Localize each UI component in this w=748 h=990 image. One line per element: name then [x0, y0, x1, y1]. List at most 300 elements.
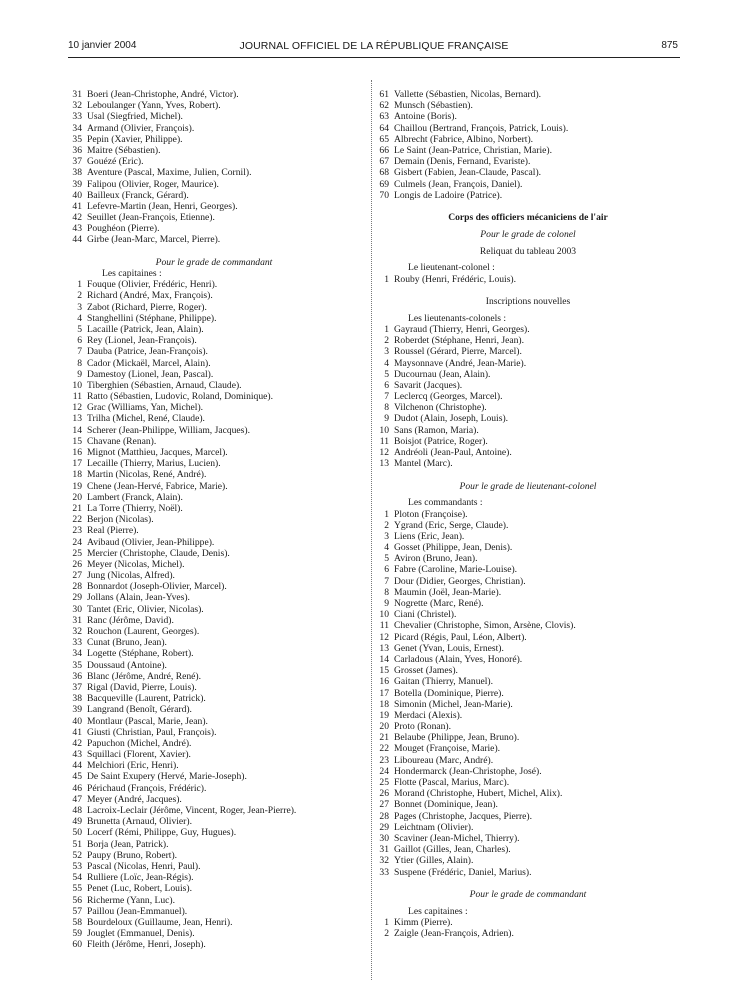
item-number: 25 — [72, 547, 82, 559]
list-item — [68, 872, 360, 883]
officer-name: Lecaille (Thierry, Marius, Lucien). — [87, 458, 221, 470]
officer-name: Longis de Ladoire (Patrice). — [394, 189, 503, 201]
item-number: 30 — [379, 832, 389, 844]
officer-name: Zabot (Richard, Pierre, Roger). — [87, 301, 207, 313]
list-item — [68, 928, 360, 939]
item-number: 34 — [72, 122, 82, 134]
item-number: 60 — [72, 939, 82, 951]
officer-name: Real (Pierre). — [87, 525, 139, 537]
list-item — [68, 738, 360, 749]
list-item — [375, 833, 681, 844]
item-number: 7 — [77, 346, 82, 358]
list-item — [68, 313, 360, 324]
list-item — [68, 167, 360, 178]
officer-name: Picard (Régis, Paul, Léon, Albert). — [394, 631, 527, 643]
officer-name: Munsch (Sébastien). — [394, 100, 473, 112]
officer-name: Lambert (Franck, Alain). — [87, 491, 183, 503]
list-item — [68, 592, 360, 603]
list-item — [375, 458, 681, 469]
officer-name: Liboureau (Marc, André). — [394, 754, 494, 766]
officer-name: Damestoy (Lionel, Jean, Pascal). — [87, 368, 214, 380]
header-title: JOURNAL OFFICIEL DE LA RÉPUBLIQUE FRANÇAISE — [239, 40, 509, 52]
item-number: 37 — [72, 681, 82, 693]
list-item — [68, 369, 360, 380]
item-number: 36 — [72, 670, 82, 682]
officer-name: Fabre (Caroline, Marie-Louise). — [394, 564, 518, 576]
list-item — [375, 811, 681, 822]
officer-name: Grosset (James). — [394, 665, 458, 677]
officer-list — [375, 917, 681, 939]
list-item — [68, 358, 360, 369]
officer-name: Merdaci (Alexis). — [394, 709, 463, 721]
item-number: 42 — [72, 737, 82, 749]
item-number: 11 — [379, 435, 389, 447]
list-item — [68, 850, 360, 861]
page-header — [0, 40, 748, 54]
item-number: 22 — [72, 514, 82, 526]
item-number: 18 — [72, 469, 82, 481]
list-item — [375, 145, 681, 156]
item-number: 63 — [379, 111, 389, 123]
list-item — [68, 134, 360, 145]
item-number: 24 — [379, 765, 389, 777]
officer-name: Logette (Stéphane, Robert). — [87, 648, 194, 660]
list-item — [68, 883, 360, 894]
officer-name: Squillaci (Florent, Xavier). — [87, 749, 191, 761]
item-number: 9 — [77, 368, 82, 380]
item-number: 1 — [77, 279, 82, 291]
item-number: 48 — [72, 805, 82, 816]
item-number: 21 — [379, 732, 389, 744]
list-item — [68, 223, 360, 234]
officer-name: Richard (André, Max, François). — [87, 290, 213, 302]
item-number: 33 — [379, 866, 389, 878]
list-item — [68, 234, 360, 245]
list-item — [375, 598, 681, 609]
officer-name: Falipou (Olivier, Roger, Maurice). — [87, 178, 219, 190]
officer-name: Chavane (Renan). — [87, 435, 157, 447]
section-title: Pour le grade de colonel — [480, 228, 576, 240]
list-item — [68, 660, 360, 671]
list-item — [375, 520, 681, 531]
list-item — [68, 559, 360, 570]
item-number: 39 — [72, 178, 82, 190]
item-number: 44 — [72, 234, 82, 246]
officer-name: Lacaille (Patrick, Jean, Alain). — [87, 323, 204, 335]
officer-name: Bailleux (Franck, Gérard). — [87, 189, 189, 201]
item-number: 7 — [384, 575, 389, 587]
list-item — [375, 436, 681, 447]
list-item — [68, 827, 360, 838]
list-item — [68, 145, 360, 156]
list-item — [68, 749, 360, 760]
officer-name: Lefevre-Martin (Jean, Henri, Georges). — [87, 200, 238, 212]
item-number: 62 — [379, 100, 389, 112]
item-number: 29 — [379, 821, 389, 833]
list-item — [375, 867, 681, 878]
officer-name: Flotte (Pascal, Marius, Marc). — [394, 777, 510, 789]
list-item — [375, 755, 681, 766]
item-number: 68 — [379, 167, 389, 179]
item-number: 39 — [72, 704, 82, 716]
officer-name: Ducournau (Jean, Alain). — [394, 368, 491, 380]
rank-label: Les lieutenants-colonels : — [408, 312, 507, 324]
item-number: 10 — [379, 609, 389, 621]
officer-name: Gisbert (Fabien, Jean-Claude, Pascal). — [394, 167, 542, 179]
item-number: 14 — [72, 424, 82, 436]
officer-name: Tiberghien (Sébastien, Arnaud, Claude). — [87, 379, 242, 391]
officer-name: Martin (Nicolas, René, André). — [87, 469, 207, 481]
list-item — [68, 100, 360, 111]
list-item — [68, 895, 360, 906]
item-number: 3 — [77, 301, 82, 313]
left-column — [68, 89, 360, 950]
item-number: 19 — [72, 480, 82, 492]
list-item — [68, 760, 360, 771]
list-item — [375, 743, 681, 754]
list-item — [68, 794, 360, 805]
officer-name: Boeri (Jean-Christophe, André, Victor). — [87, 89, 239, 100]
rank-label: Les commandants : — [408, 497, 483, 509]
list-item — [375, 156, 681, 167]
rank-label: Le lieutenant-colonel : — [408, 262, 495, 274]
officer-name: Savarit (Jacques). — [394, 379, 463, 391]
item-number: 28 — [379, 810, 389, 822]
list-item — [375, 274, 681, 285]
officer-name: Girbe (Jean-Marc, Marcel, Pierre). — [87, 234, 221, 246]
column-divider — [371, 80, 372, 980]
list-item — [375, 324, 681, 335]
item-number: 50 — [72, 827, 82, 839]
officer-name: Cador (Mickaël, Marcel, Alain). — [87, 357, 211, 369]
rank-label: Les capitaines : — [408, 905, 468, 917]
officer-name: Lacroix-Leclair (Jérôme, Vincent, Roger, Jean-Pierre). — [87, 805, 297, 816]
item-number: 38 — [72, 167, 82, 179]
officer-name: Giusti (Christian, Paul, François). — [87, 726, 217, 738]
list-item — [68, 503, 360, 514]
item-number: 28 — [72, 581, 82, 593]
list-item — [68, 537, 360, 548]
officer-name: Jouglet (Emmanuel, Denis). — [87, 928, 195, 940]
officer-name: Rouby (Henri, Frédéric, Louis). — [394, 273, 517, 285]
officer-name: Armand (Olivier, François). — [87, 122, 195, 134]
list-item — [68, 89, 360, 100]
item-number: 5 — [77, 323, 82, 335]
item-number: 4 — [77, 312, 82, 324]
officer-name: Leichtnam (Olivier). — [394, 821, 474, 833]
item-number: 4 — [384, 542, 389, 554]
list-item — [68, 637, 360, 648]
list-item — [68, 525, 360, 536]
item-number: 35 — [72, 133, 82, 145]
officer-name: Ploton (Françoise). — [394, 508, 468, 520]
officer-name: Andréoli (Jean-Paul, Antoine). — [394, 447, 512, 458]
list-item — [68, 727, 360, 738]
item-number: 15 — [72, 435, 82, 447]
item-number: 20 — [379, 721, 389, 733]
officer-name: Aventure (Pascal, Maxime, Julien, Cornil). — [87, 167, 252, 179]
list-item — [68, 570, 360, 581]
list-item — [68, 917, 360, 928]
list-item — [375, 643, 681, 654]
officer-name: Pages (Christophe, Jacques, Pierre). — [394, 810, 533, 822]
officer-name: Bacqueville (Laurent, Patrick). — [87, 693, 206, 705]
officer-name: Paupy (Bruno, Robert). — [87, 849, 178, 861]
list-item — [68, 335, 360, 346]
list-item — [68, 436, 360, 447]
list-item — [375, 799, 681, 810]
item-number: 66 — [379, 144, 389, 156]
list-item — [375, 632, 681, 643]
item-number: 30 — [72, 603, 82, 615]
item-number: 10 — [379, 424, 389, 436]
list-item — [375, 179, 681, 190]
list-item — [68, 716, 360, 727]
item-number: 1 — [384, 916, 389, 928]
header-date: 10 janvier 2004 — [68, 40, 137, 51]
corps-title: Corps des officiers mécaniciens de l'air — [448, 212, 608, 224]
list-item — [375, 346, 681, 357]
item-number: 13 — [72, 413, 82, 425]
item-number: 38 — [72, 693, 82, 705]
item-number: 24 — [72, 536, 82, 548]
officer-name: Stanghellini (Stéphane, Philippe). — [87, 312, 217, 324]
officer-name: Roussel (Gérard, Pierre, Marcel). — [394, 346, 522, 358]
list-item — [68, 425, 360, 436]
item-number: 44 — [72, 760, 82, 772]
officer-name: Aviron (Bruno, Jean). — [394, 553, 478, 565]
list-item — [375, 654, 681, 665]
item-number: 57 — [72, 905, 82, 917]
item-number: 17 — [379, 687, 389, 699]
list-item — [68, 861, 360, 872]
officer-name: Chevalier (Christophe, Simon, Arsène, Clovis). — [394, 620, 576, 632]
officer-name: Rigal (David, Pierre, Louis). — [87, 681, 197, 693]
officer-name: Mignot (Matthieu, Jacques, Marcel). — [87, 447, 228, 458]
officer-name: Maitre (Sébastien). — [87, 144, 161, 156]
officer-name: Penet (Luc, Robert, Louis). — [87, 883, 192, 895]
officer-name: Pepin (Xavier, Philippe). — [87, 133, 183, 145]
officer-name: Gaillot (Gilles, Jean, Charles). — [394, 844, 511, 856]
item-number: 32 — [72, 626, 82, 637]
list-item — [68, 413, 360, 424]
officer-name: Doussaud (Antoine). — [87, 659, 167, 671]
item-number: 59 — [72, 928, 82, 940]
list-item — [68, 671, 360, 682]
officer-name: Ciani (Christel). — [394, 609, 457, 621]
item-number: 11 — [72, 391, 82, 403]
list-item — [68, 201, 360, 212]
list-item — [68, 492, 360, 503]
officer-name: Périchaud (François, Frédéric). — [87, 782, 207, 794]
officer-name: Pascal (Nicolas, Henri, Paul). — [87, 860, 201, 872]
officer-name: Cunat (Bruno, Jean). — [87, 637, 167, 649]
list-item — [68, 604, 360, 615]
officer-name: Culmels (Jean, François, Daniel). — [394, 178, 523, 190]
list-item — [375, 402, 681, 413]
item-number: 33 — [72, 637, 82, 649]
item-number: 12 — [379, 447, 389, 458]
item-number: 12 — [72, 402, 82, 414]
item-number: 18 — [379, 698, 389, 710]
officer-name: Bourdeloux (Guillaume, Jean, Henri). — [87, 916, 233, 928]
item-number: 8 — [384, 586, 389, 598]
officer-name: Bonnardot (Joseph-Olivier, Marcel). — [87, 581, 227, 593]
item-number: 25 — [379, 777, 389, 789]
list-item — [68, 190, 360, 201]
item-number: 6 — [384, 564, 389, 576]
list-item — [375, 721, 681, 732]
list-item — [68, 548, 360, 559]
item-number: 14 — [379, 653, 389, 665]
item-number: 67 — [379, 156, 389, 168]
list-item — [375, 688, 681, 699]
officer-name: Mercier (Christophe, Claude, Denis). — [87, 547, 230, 559]
list-item — [68, 771, 360, 782]
officer-name: Blanc (Jérôme, André, René). — [87, 670, 202, 682]
officer-name: Usal (Siegfried, Michel). — [87, 111, 183, 123]
officer-name: Ranc (Jérôme, David). — [87, 614, 174, 626]
item-number: 6 — [77, 335, 82, 347]
list-item — [375, 335, 681, 346]
item-number: 2 — [384, 335, 389, 347]
list-item — [68, 402, 360, 413]
officer-name: Liens (Eric, Jean). — [394, 530, 465, 542]
officer-name: Papuchon (Michel, André). — [87, 737, 192, 749]
list-item — [375, 391, 681, 402]
officer-name: Dauba (Patrice, Jean-François). — [87, 346, 208, 358]
officer-list — [375, 274, 681, 285]
item-number: 32 — [379, 855, 389, 867]
item-number: 32 — [72, 100, 82, 112]
subsection-title: Inscriptions nouvelles — [485, 295, 571, 307]
officer-name: Tantet (Eric, Olivier, Nicolas). — [87, 603, 204, 615]
item-number: 13 — [379, 642, 389, 654]
item-number: 6 — [384, 379, 389, 391]
list-item — [68, 816, 360, 827]
officer-name: Leclercq (Georges, Marcel). — [394, 391, 503, 403]
item-number: 29 — [72, 592, 82, 604]
item-number: 2 — [77, 290, 82, 302]
item-number: 31 — [72, 89, 82, 100]
officer-name: Langrand (Benoît, Gérard). — [87, 704, 192, 716]
officer-name: Trilha (Michel, René, Claude). — [87, 413, 205, 425]
item-number: 36 — [72, 144, 82, 156]
item-number: 15 — [379, 665, 389, 677]
officer-name: Simonin (Michel, Jean-Marie). — [394, 698, 513, 710]
officer-name: Morand (Christophe, Hubert, Michel, Alix). — [394, 788, 563, 800]
officer-name: Borja (Jean, Patrick). — [87, 838, 169, 850]
item-number: 42 — [72, 212, 82, 224]
right-column — [375, 89, 681, 939]
officer-name: Zaigle (Jean-François, Adrien). — [394, 928, 514, 940]
list-item — [68, 839, 360, 850]
item-number: 19 — [379, 709, 389, 721]
list-item — [375, 167, 681, 178]
item-number: 55 — [72, 883, 82, 895]
item-number: 27 — [379, 799, 389, 811]
officer-name: Maysonnave (André, Jean-Marie). — [394, 357, 527, 369]
item-number: 58 — [72, 916, 82, 928]
officer-name: Roberdet (Stéphane, Henri, Jean). — [394, 335, 525, 347]
officer-name: Melchiori (Eric, Henri). — [87, 760, 179, 772]
item-number: 12 — [379, 631, 389, 643]
list-item — [375, 190, 681, 201]
officer-name: Albrecht (Fabrice, Albino, Norbert). — [394, 133, 534, 145]
item-number: 56 — [72, 894, 82, 906]
item-number: 22 — [379, 743, 389, 755]
item-number: 9 — [384, 598, 389, 610]
list-item — [68, 481, 360, 492]
item-number: 45 — [72, 771, 82, 783]
list-item — [375, 928, 681, 939]
officer-name: Dudot (Alain, Joseph, Louis). — [394, 413, 509, 425]
list-item — [375, 855, 681, 866]
officer-name: Boisjot (Patrice, Roger). — [394, 435, 488, 447]
item-number: 37 — [72, 156, 82, 168]
officer-name: Seuillet (Jean-François, Etienne). — [87, 212, 215, 224]
item-number: 26 — [72, 558, 82, 570]
list-item — [68, 279, 360, 290]
section-title: Pour le grade de commandant — [155, 256, 273, 268]
list-item — [375, 542, 681, 553]
list-item — [375, 822, 681, 833]
list-item — [375, 509, 681, 520]
list-item — [68, 626, 360, 637]
officer-name: Poughéon (Pierre). — [87, 223, 160, 235]
officer-name: Chene (Jean-Hervé, Fabrice, Marie). — [87, 480, 228, 492]
list-item — [68, 615, 360, 626]
list-item — [68, 156, 360, 167]
officer-name: Mouget (Françoise, Marie). — [394, 743, 501, 755]
item-number: 2 — [384, 928, 389, 940]
officer-name: Nogrette (Marc, René). — [394, 598, 484, 610]
officer-name: Ygrand (Eric, Serge, Claude). — [394, 519, 509, 531]
item-number: 8 — [77, 357, 82, 369]
item-number: 1 — [384, 508, 389, 520]
section-title: Pour le grade de lieutenant-colonel — [459, 480, 597, 492]
officer-name: Antoine (Boris). — [394, 111, 457, 123]
item-number: 27 — [72, 570, 82, 582]
officer-name: Brunetta (Arnaud, Olivier). — [87, 816, 192, 828]
item-number: 5 — [384, 553, 389, 565]
list-item — [68, 783, 360, 794]
officer-name: Scaviner (Jean-Michel, Thierry). — [394, 832, 520, 844]
list-item — [68, 514, 360, 525]
officer-name: Genet (Yvan, Louis, Ernest). — [394, 642, 504, 654]
item-number: 53 — [72, 860, 82, 872]
list-item — [375, 576, 681, 587]
item-number: 33 — [72, 111, 82, 123]
item-number: 41 — [72, 726, 82, 738]
list-item — [68, 391, 360, 402]
item-number: 16 — [72, 447, 82, 458]
item-number: 49 — [72, 816, 82, 828]
officer-name: Gouézé (Eric). — [87, 156, 144, 168]
officer-name: Meyer (André, Jacques). — [87, 793, 182, 805]
officer-name: Proto (Ronan). — [394, 721, 452, 733]
list-item — [375, 89, 681, 100]
item-number: 51 — [72, 838, 82, 850]
officer-name: Belaube (Philippe, Jean, Bruno). — [394, 732, 520, 744]
list-item — [375, 425, 681, 436]
list-item — [375, 917, 681, 928]
officer-list — [375, 89, 681, 201]
officer-name: Ratto (Sébastien, Ludovic, Roland, Dominique). — [87, 391, 273, 403]
officer-list — [68, 279, 360, 950]
item-number: 9 — [384, 413, 389, 425]
list-item — [375, 587, 681, 598]
